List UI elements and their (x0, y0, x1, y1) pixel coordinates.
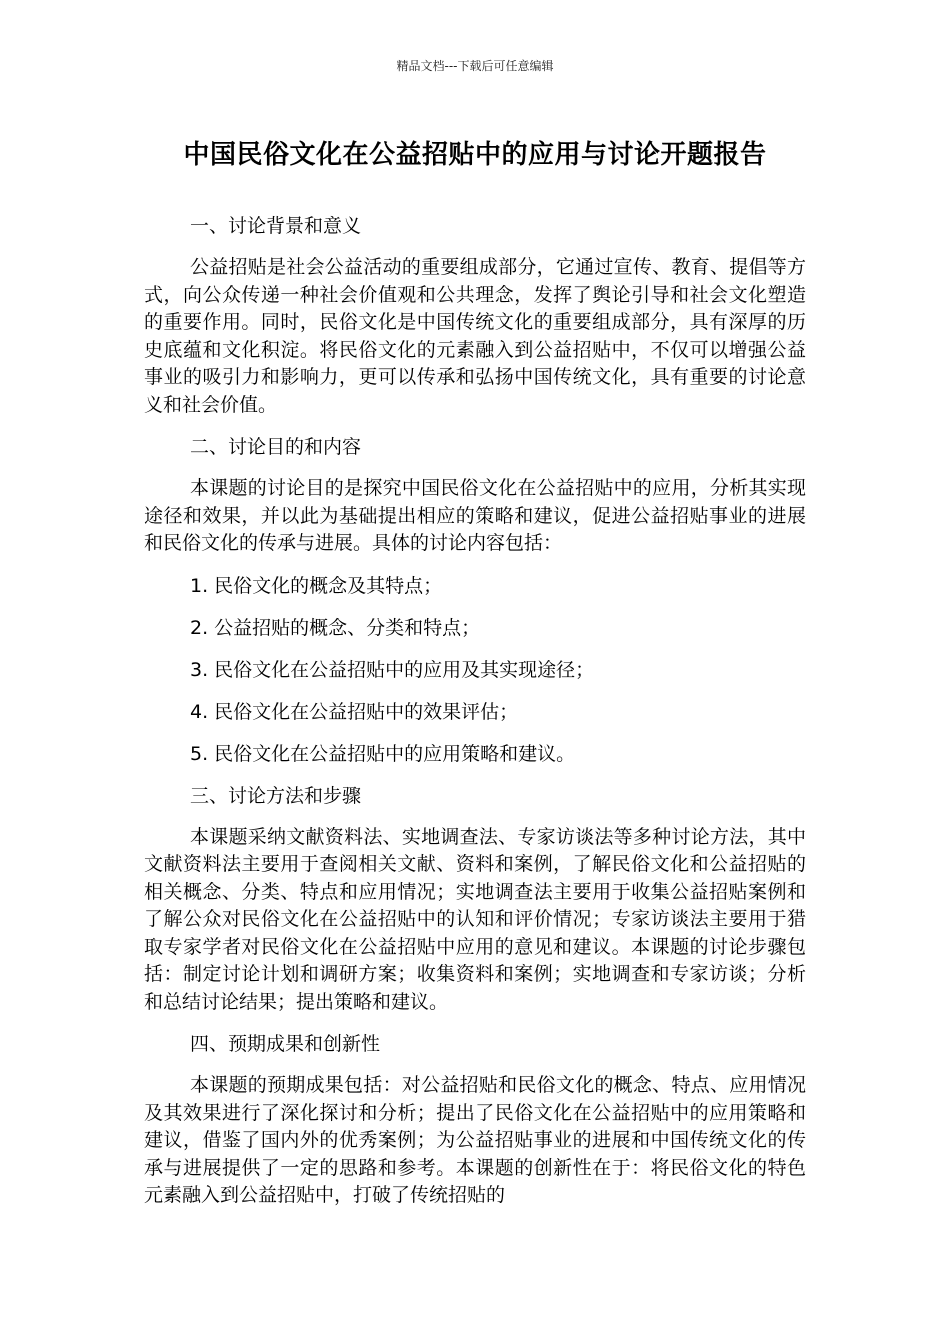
document-body (144, 212, 806, 1224)
list-item: 3. 民俗文化在公益招贴中的应用及其实现途径； (190, 658, 595, 681)
list-item: 2. 公益招贴的概念、分类和特点； (190, 616, 481, 639)
list-item: 4. 民俗文化在公益招贴中的效果评估； (190, 700, 519, 723)
section-heading-methods: 三、讨论方法和步骤 (190, 784, 362, 807)
paragraph-outcomes: 本课题的预期成果包括：对公益招贴和民俗文化的概念、特点、应用情况及其效果进行了深化探讨和分析；提出了民俗文化在公益招贴中的应用策略和建议，借鉴了国内外的优秀案例；为公益招贴事业的进展和中国传统文化的传承与进展提供了一定的思路和参考。本课题的创新性在于：将民俗文化的特色元素融入到公益招贴中，打破了传统招贴的 (144, 1074, 806, 1206)
section-heading-background: 一、讨论背景和意义 (190, 215, 362, 237)
paragraph-objectives: 本课题的讨论目的是探究中国民俗文化在公益招贴中的应用，分析其实现途径和效果，并以此为基础提出相应的策略和建议，促进公益招贴事业的进展和民俗文化的传承与进展。具体的讨论内容包括： (144, 477, 806, 554)
page-header: 精品文档---下载后可任意编辑 (396, 59, 554, 73)
paragraph-methods: 本课题采纳文献资料法、实地调查法、专家访谈法等多种讨论方法，其中文献资料法主要用于查阅相关文献、资料和案例，了解民俗文化和公益招贴的相关概念、分类、特点和应用情况；实地调查法主要用于收集公益招贴案例和了解公众对民俗文化在公益招贴中的认知和评价情况；专家访谈法主要用于猎取专家学者对民俗文化在公益招贴中应用的意见和建议。本课题的讨论步骤包括：制定讨论计划和调研方案；收集资料和案例；实地调查和专家访谈；分析和总结讨论结果；提出策略和建议。 (144, 825, 806, 1013)
list-item: 1. 民俗文化的概念及其特点； (190, 574, 443, 597)
paragraph-background: 公益招贴是社会公益活动的重要组成部分，它通过宣传、教育、提倡等方式，向公众传递一种社会价值观和公共理念，发挥了舆论引导和社会文化塑造的重要作用。同时，民俗文化是中国传统文化的重要组成部分，具有深厚的历史底蕴和文化积淀。将民俗文化的元素融入到公益招贴中，不仅可以增强公益事业的吸引力和影响力，更可以传承和弘扬中国传统文化，具有重要的讨论意义和社会价值。 (144, 256, 806, 416)
document-title: 中国民俗文化在公益招贴中的应用与讨论开题报告 (183, 140, 767, 170)
section-heading-objectives: 二、讨论目的和内容 (190, 436, 362, 458)
section-heading-outcomes: 四、预期成果和创新性 (190, 1033, 381, 1055)
list-item: 5. 民俗文化在公益招贴中的应用策略和建议。 (190, 742, 576, 765)
